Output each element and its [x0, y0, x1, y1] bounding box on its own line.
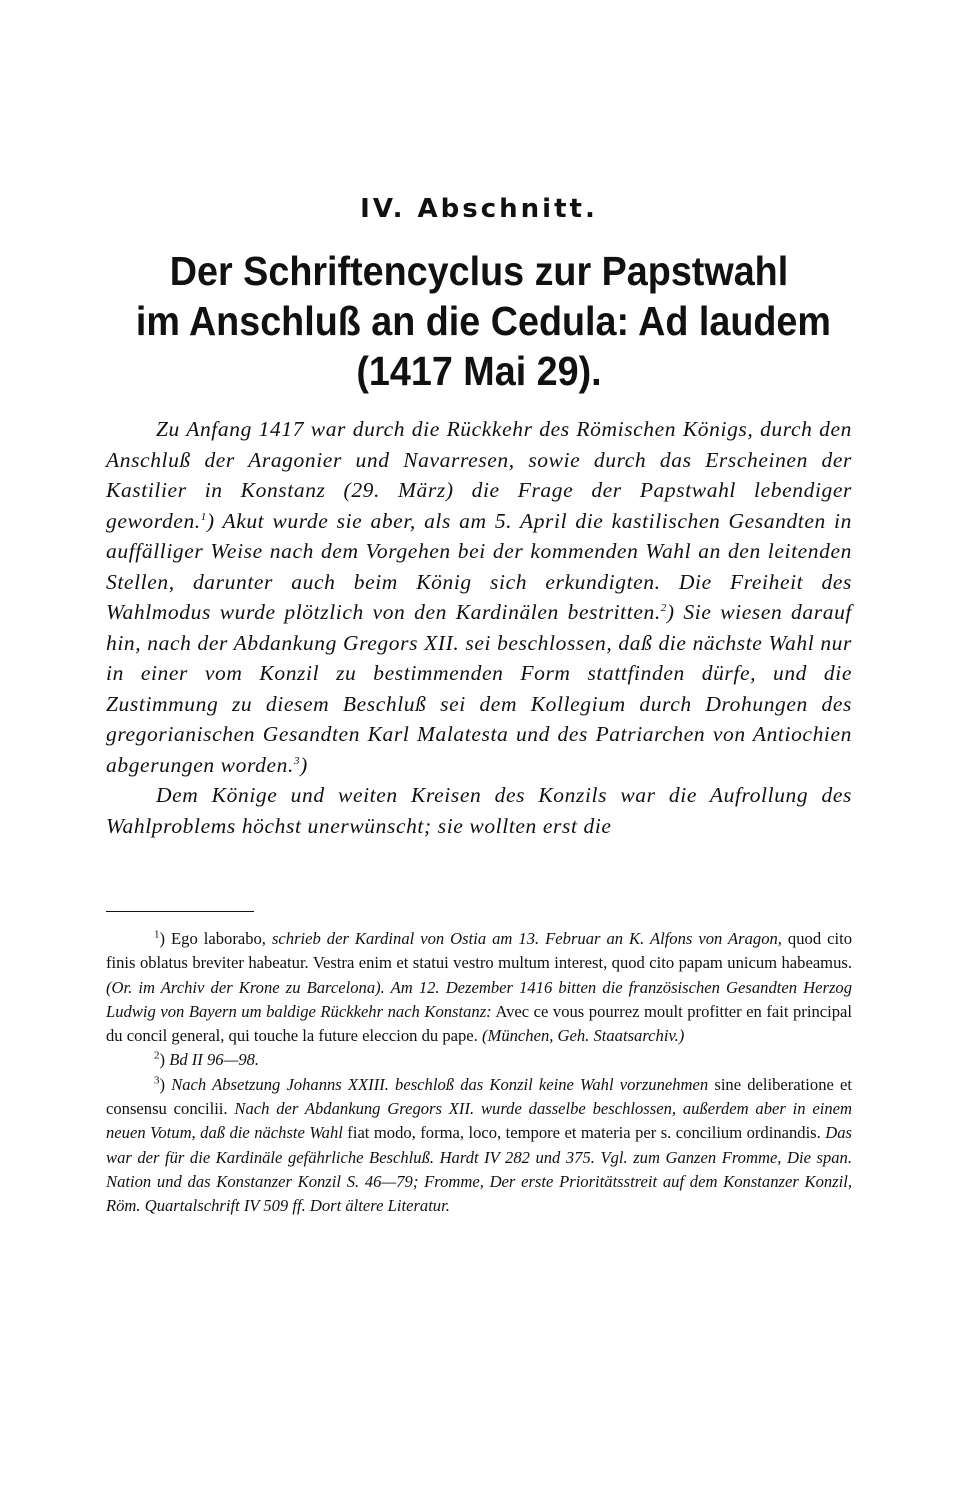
- footnotes: [106, 927, 852, 1219]
- title-line: Der Schriftencyclus zur Papstwahl: [169, 248, 789, 294]
- footnote-reference: 1: [200, 510, 207, 523]
- footnote-number: 2: [154, 1049, 160, 1062]
- footnote: [106, 1073, 852, 1219]
- text-run: ) Akut wurde sie aber, als am 5. April die kastilischen Gesandten in auffälliger Weise nach dem Vorgehen bei der kommenden Wahl an den leitenden Stellen, darunter auch beim König sich erkundigten. Die Freiheit des Wahlmodus wurde plötzlich von den Kardinälen bestritten.: [106, 508, 852, 624]
- footnote-number: 1: [154, 928, 160, 941]
- footnote-divider: [106, 911, 254, 912]
- text-run: ) Ego laborabo,: [159, 929, 272, 948]
- footnote-reference: 2: [660, 601, 667, 614]
- footnote-reference: 3: [293, 754, 301, 767]
- text-run: (Or. im Archiv der Krone zu Barcelona). Am 12. Dezember 1416 bitten die französischen Gesandten Herzog Ludwig von Bayern um baldige Rückkehr nach Konstanz:: [106, 977, 852, 1021]
- text-run: Nach der Abdankung Gregors XII. wurde dasselbe beschlossen, außerdem aber in einem neuen Votum, daß die nächste Wahl: [106, 1099, 852, 1143]
- text-run: Avec ce vous pourrez moult profitter en fait principal du concil general, qui touche la future eleccion du pape.: [106, 1001, 852, 1046]
- paragraph: Dem Könige und weiten Kreisen des Konzils war die Aufrollung des Wahlproblems höchst unerwünscht; sie wollten erst die: [106, 783, 852, 838]
- text-run: Bd II 96—98.: [169, 1050, 260, 1070]
- footnote-number: 3: [154, 1074, 160, 1087]
- text-run: ): [300, 752, 308, 777]
- text-run: Das war der für die Kardinäle gefährliche Beschluß. Hardt IV 282 und 375. Vgl. zum Ganzen Fromme, Die span. Nation und das Konstanzer Konzil S. 46—79; Fromme, Der erste Prioritätsstreit auf dem Konstanzer Konzil, Röm. Quartalschrift IV 509 ff. Dort ältere Literatur.: [106, 1123, 852, 1216]
- text-run: ): [159, 1074, 172, 1094]
- footnote: [106, 927, 852, 1048]
- text-run: schrieb der Kardinal von Ostia am 13. Februar an K. Alfons von Aragon,: [271, 929, 782, 948]
- text-run: Zu Anfang 1417 war durch die Rückkehr des Römischen Königs, durch den Anschluß der Aragonier und Navarresen, sowie durch das Erscheinen der Kastilier in Konstanz (29. März) die Frage der Papstwahl lebendiger geworden.: [106, 417, 852, 533]
- footnote: [106, 1048, 852, 1072]
- title-line: im Anschluß an die Cedula: Ad laudem: [135, 298, 831, 344]
- text-run: fiat modo, forma, loco, tempore et materia per s. concilium ordinandis.: [342, 1123, 826, 1143]
- page: [106, 0, 852, 1495]
- text-run: sine deliberatione et consensu concilii.: [106, 1074, 852, 1119]
- title-line: (1417 Mai 29).: [356, 348, 602, 394]
- text-run: Nach Absetzung Johanns XXIII. beschloß das Konzil keine Wahl vorzunehmen: [171, 1074, 709, 1094]
- paragraph: [106, 414, 852, 780]
- body-text: [106, 414, 852, 841]
- text-run: ): [159, 1050, 170, 1070]
- text-run: ) Sie wiesen darauf hin, nach der Abdankung Gregors XII. sei beschlossen, daß die nächste Wahl nur in einer vom Konzil zu bestimmenden Form stattfinden dürfe, und die Zustimmung zu diesem Beschluß sei dem Kollegium durch Drohungen des gregorianischen Gesandten Karl Malatesta und des Patriarchen von Antiochien abgerungen worden.: [106, 600, 852, 777]
- section-heading: IV. Abschnitt.: [360, 194, 598, 224]
- text-run: (München, Geh. Staatsarchiv.): [481, 1026, 685, 1046]
- chapter-title: [135, 246, 831, 396]
- text-run: quod cito finis oblatus breviter habeatur. Vestra enim et statui vestro multum interest, quod cito papam unicum habeamus.: [106, 929, 852, 973]
